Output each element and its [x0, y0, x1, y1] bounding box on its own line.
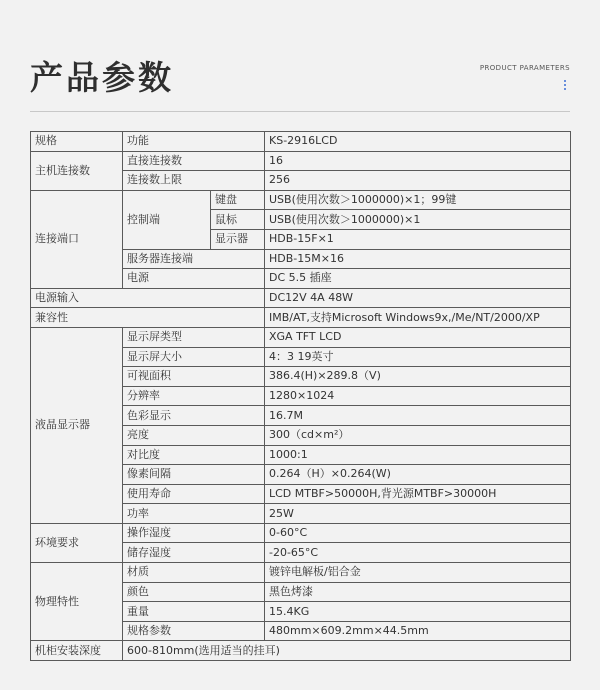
param-value: 480mm×609.2mm×44.5mm [265, 621, 571, 641]
group-label: 连接端口 [31, 190, 123, 288]
param-value: DC 5.5 插座 [265, 269, 571, 289]
spec-table [30, 131, 571, 661]
param-value: 镀锌电解板/铝合金 [265, 563, 571, 583]
param-value: 256 [265, 171, 571, 191]
param-value: 1000:1 [265, 445, 571, 465]
table-row [31, 308, 571, 328]
group-label: 兼容性 [31, 308, 265, 328]
param-name: 使用寿命 [123, 484, 265, 504]
table-row [31, 288, 571, 308]
table-row [31, 190, 571, 210]
accent-dot [564, 84, 566, 86]
param-name: 鼠标 [211, 210, 265, 230]
param-name: 服务器连接端 [123, 249, 265, 269]
param-value: 1280×1024 [265, 386, 571, 406]
param-value: DC12V 4A 48W [265, 288, 571, 308]
accent-dots [563, 80, 567, 92]
param-name: 对比度 [123, 445, 265, 465]
param-value: 16 [265, 151, 571, 171]
table-header-row [31, 132, 571, 152]
table-row [31, 523, 571, 543]
param-name: 颜色 [123, 582, 265, 602]
group-label: 电源输入 [31, 288, 265, 308]
header-cell: 功能 [123, 132, 265, 152]
header-cell: KS-2916LCD [265, 132, 571, 152]
page-subtitle: PRODUCT PARAMETERS [479, 64, 570, 72]
header-cell: 规格 [31, 132, 123, 152]
param-name: 键盘 [211, 190, 265, 210]
param-value: USB(使用次数＞1000000)×1；99键 [265, 190, 571, 210]
param-name: 操作湿度 [123, 523, 265, 543]
param-value: 黑色烤漆 [265, 582, 571, 602]
divider [30, 111, 570, 112]
param-value: 600-810mm(选用适当的挂耳) [123, 641, 571, 661]
param-name: 可视面积 [123, 367, 265, 387]
param-name: 像素间隔 [123, 465, 265, 485]
param-value: 15.4KG [265, 602, 571, 622]
param-value: 386.4(H)×289.8（V) [265, 367, 571, 387]
table-row [31, 151, 571, 171]
group-label: 机柜安装深度 [31, 641, 123, 661]
subgroup-label: 控制端 [123, 190, 211, 249]
param-name: 显示器 [211, 229, 265, 249]
param-value: HDB-15M×16 [265, 249, 571, 269]
accent-dot [564, 80, 566, 82]
param-name: 规格参数 [123, 621, 265, 641]
param-value: USB(使用次数＞1000000)×1 [265, 210, 571, 230]
param-name: 色彩显示 [123, 406, 265, 426]
param-value: IMB/AT,支持Microsoft Windows9x,/Me/NT/2000/XP [265, 308, 571, 328]
param-name: 储存湿度 [123, 543, 265, 563]
table-row [31, 641, 571, 661]
page-title: 产品参数 [30, 58, 174, 97]
param-name: 直接连接数 [123, 151, 265, 171]
table-row [31, 327, 571, 347]
param-value: 4：3 19英寸 [265, 347, 571, 367]
param-value: -20-65°C [265, 543, 571, 563]
param-name: 连接数上限 [123, 171, 265, 191]
param-name: 分辨率 [123, 386, 265, 406]
param-value: 300（cd×m²） [265, 425, 571, 445]
param-name: 显示屏类型 [123, 327, 265, 347]
accent-dot [564, 88, 566, 90]
param-name: 显示屏大小 [123, 347, 265, 367]
group-label: 环境要求 [31, 523, 123, 562]
param-value: 16.7M [265, 406, 571, 426]
param-name: 材质 [123, 563, 265, 583]
param-name: 功率 [123, 504, 265, 524]
param-name: 亮度 [123, 425, 265, 445]
param-value: 0-60°C [265, 523, 571, 543]
group-label: 物理特性 [31, 563, 123, 641]
group-label: 主机连接数 [31, 151, 123, 190]
param-name: 电源 [123, 269, 265, 289]
group-label: 液晶显示器 [31, 327, 123, 523]
param-name: 重量 [123, 602, 265, 622]
param-value: HDB-15F×1 [265, 229, 571, 249]
param-value: 0.264（H）×0.264(W) [265, 465, 571, 485]
param-value: LCD MTBF>50000H,背光源MTBF>30000H [265, 484, 571, 504]
table-row [31, 563, 571, 583]
param-value: XGA TFT LCD [265, 327, 571, 347]
param-value: 25W [265, 504, 571, 524]
